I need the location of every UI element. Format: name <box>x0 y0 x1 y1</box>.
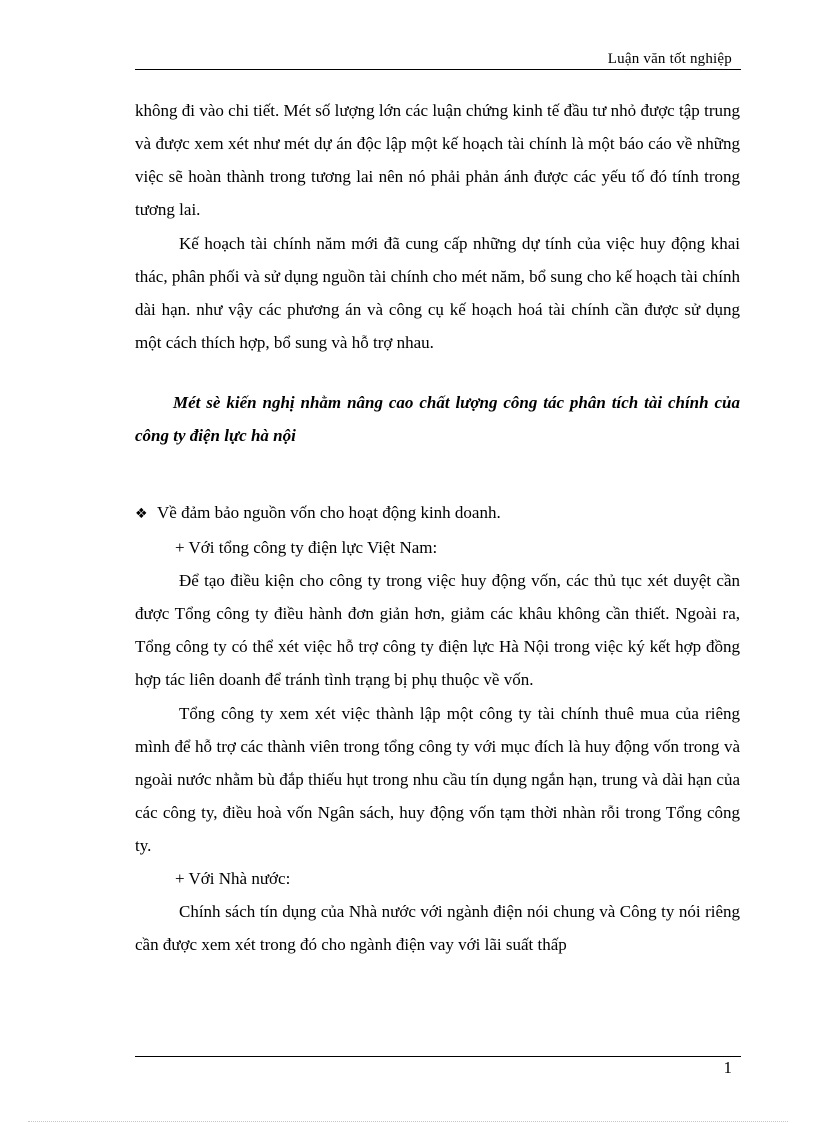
body-paragraph-4: Tổng công ty xem xét việc thành lập một công ty tài chính thuê mua của riêng mình để hỗ trợ các thành viên trong tổng công ty với mục đích là huy động vốn trong và ngoài nước nhằm bù đắp thiếu hụt trong nhu cầu tín dụng ngắn hạn, trung và dài hạn của các công ty, điều hoà vốn Ngân sách, huy động vốn tạm thời nhàn rỗi trong Tổng công ty. <box>135 704 740 855</box>
page-number: 1 <box>723 1058 732 1077</box>
section-heading: Mét sè kiến nghị nhằm nâng cao chất lượng công tác phân tích tài chính của công ty điện lực hà nội <box>135 393 740 445</box>
body-paragraph-5: Chính sách tín dụng của Nhà nước với ngành điện nói chung và Công ty nói riêng cần được xem xét trong đó cho ngành điện vay với lãi suất thấp <box>135 902 740 954</box>
body-paragraph-3: Để tạo điều kiện cho công ty trong việc huy động vốn, các thủ tục xét duyệt cần được Tổng công ty điều hành đơn giản hơn, giảm các khâu không cần thiết. Ngoài ra, Tổng công ty có thể xét việc hỗ trợ công ty điện lực Hà Nội trong việc ký kết hợp đồng hợp tác liên doanh để tránh tình trạng bị phụ thuộc về vốn. <box>135 571 740 689</box>
bullet-item-text: Về đảm bảo nguồn vốn cho hoạt động kinh doanh. <box>157 503 501 522</box>
footer-divider <box>135 1056 741 1057</box>
document-body <box>135 94 740 961</box>
header-divider <box>135 69 741 70</box>
page-bottom-edge <box>28 1121 788 1122</box>
diamond-bullet-icon: ❖ <box>135 506 148 522</box>
subheading-state: + Với Nhà nước: <box>175 869 291 888</box>
subheading-total-company: + Với tổng công ty điện lực Việt Nam: <box>175 538 438 557</box>
bullet-item <box>135 496 740 531</box>
body-paragraph-1: không đi vào chi tiết. Mét số lượng lớn các luận chứng kinh tế đầu tư nhỏ được tập trung và được xem xét như mét dự án độc lập một kế hoạch tài chính là một báo cáo về những việc sẽ hoàn thành trong tương lai nên nó phải phản ánh được các yếu tố đó tính trong tương lai. <box>135 101 740 219</box>
body-paragraph-2: Kế hoạch tài chính năm mới đã cung cấp những dự tính của việc huy động khai thác, phân phối và sử dụng nguồn tài chính cho mét năm, bổ sung cho kế hoạch tài chính dài hạn. như vậy các phương án và công cụ kế hoạch hoá tài chính cần được sử dụng một cách thích hợp, bổ sung và hỗ trợ nhau. <box>135 234 740 352</box>
page-header-title: Luận văn tốt nghiệp <box>607 51 732 67</box>
